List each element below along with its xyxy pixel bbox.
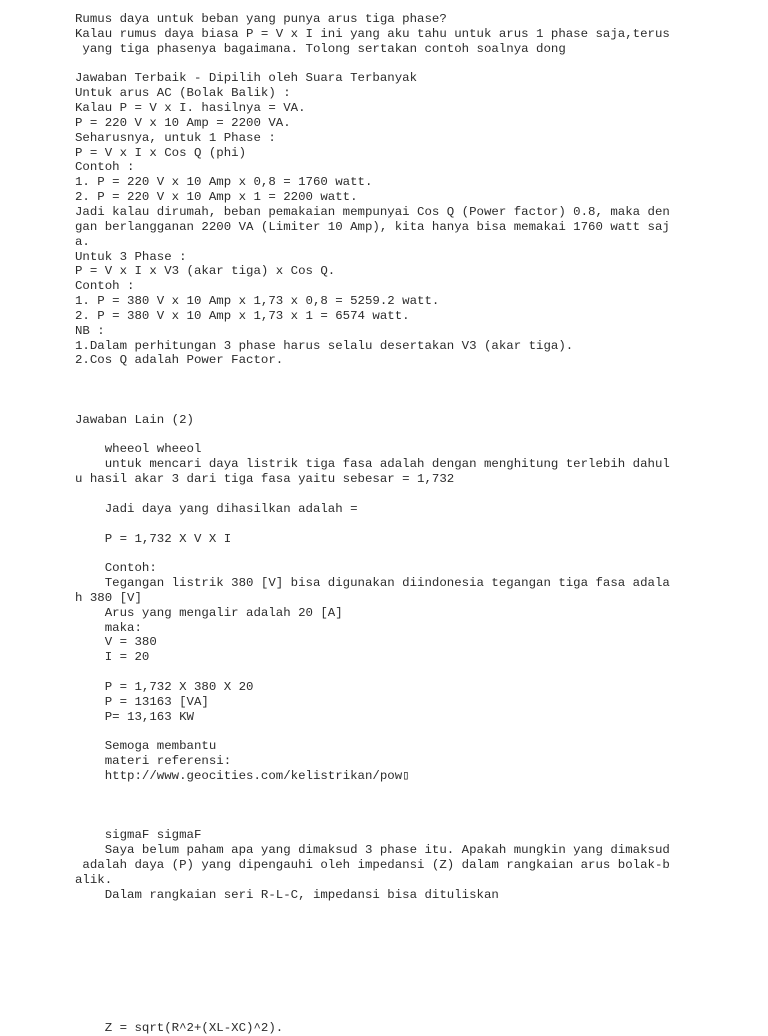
text-line: Contoh : — [75, 279, 135, 294]
text-line: alik. — [75, 872, 113, 887]
text-line: P = 1,732 X 380 X 20 — [75, 679, 254, 694]
text-line: 1. P = 380 V x 10 Amp x 1,73 x 0,8 = 5259.2 watt. — [75, 294, 440, 309]
text-line: materi referensi: — [75, 754, 232, 769]
text-line: Jadi daya yang dihasilkan adalah = — [75, 501, 358, 516]
text-line: Jawaban Terbaik - Dipilih oleh Suara Terbanyak — [75, 71, 418, 86]
text-line: sigmaF sigmaF — [75, 828, 202, 843]
text-line: adalah daya (P) yang dipengauhi oleh impedansi (Z) dalam rangkaian arus bolak-b — [75, 858, 670, 873]
text-line: gan berlangganan 2200 VA (Limiter 10 Amp), kita hanya bisa memakai 1760 watt saj — [75, 219, 670, 234]
blank-line — [75, 903, 755, 918]
blank-line — [75, 546, 755, 561]
blank-line — [75, 665, 755, 680]
blank-line — [75, 784, 755, 799]
text-line: 1.Dalam perhitungan 3 phase harus selalu desertakan V3 (akar tiga). — [75, 338, 574, 353]
text-line: 1. P = 220 V x 10 Amp x 0,8 = 1760 watt. — [75, 175, 373, 190]
text-line: NB : — [75, 323, 105, 338]
text-line: Jawaban Lain (2) — [75, 412, 194, 427]
document-text — [75, 12, 755, 1036]
blank-line — [75, 932, 755, 947]
text-line: Jadi kalau dirumah, beban pemakaian mempunyai Cos Q (Power factor) 0.8, maka den — [75, 204, 670, 219]
text-line: P = 220 V x 10 Amp = 2200 VA. — [75, 115, 291, 130]
text-line: u hasil akar 3 dari tiga fasa yaitu sebesar = 1,732 — [75, 472, 455, 487]
blank-line — [75, 977, 755, 992]
text-line: Untuk arus AC (Bolak Balik) : — [75, 86, 291, 101]
text-line: maka: — [75, 620, 142, 635]
blank-line — [75, 1007, 755, 1022]
text-line: Kalau P = V x I. hasilnya = VA. — [75, 101, 306, 116]
text-line: yang tiga phasenya bagaimana. Tolong sertakan contoh soalnya dong — [75, 41, 566, 56]
text-line: Kalau rumus daya biasa P = V x I ini yang aku tahu untuk arus 1 phase saja,terus — [75, 26, 670, 41]
blank-line — [75, 799, 755, 814]
text-line: 2.Cos Q adalah Power Factor. — [75, 353, 284, 368]
blank-line — [75, 725, 755, 740]
text-line: P = 13163 [VA] — [75, 694, 209, 709]
text-line: Seharusnya, untuk 1 Phase : — [75, 130, 276, 145]
text-line: I = 20 — [75, 650, 150, 665]
text-line: V = 380 — [75, 635, 157, 650]
blank-line — [75, 992, 755, 1007]
blank-line — [75, 962, 755, 977]
text-line: 2. P = 380 V x 10 Amp x 1,73 x 1 = 6574 watt. — [75, 308, 410, 323]
text-line: P = 1,732 X V X I — [75, 531, 232, 546]
blank-line — [75, 383, 755, 398]
blank-line — [75, 428, 755, 443]
blank-line — [75, 57, 755, 72]
text-line: Tegangan listrik 380 [V] bisa digunakan diindonesia tegangan tiga fasa adala — [75, 576, 670, 591]
blank-line — [75, 517, 755, 532]
text-line: P = V x I x V3 (akar tiga) x Cos Q. — [75, 264, 336, 279]
text-line: wheeol wheeol — [75, 442, 202, 457]
blank-line — [75, 917, 755, 932]
blank-line — [75, 814, 755, 829]
text-line: Semoga membantu — [75, 739, 217, 754]
blank-line — [75, 398, 755, 413]
text-line: Contoh: — [75, 561, 157, 576]
text-line: Untuk 3 Phase : — [75, 249, 187, 264]
text-line: a. — [75, 234, 90, 249]
blank-line — [75, 368, 755, 383]
text-line: 2. P = 220 V x 10 Amp x 1 = 2200 watt. — [75, 190, 358, 205]
text-line: Arus yang mengalir adalah 20 [A] — [75, 605, 343, 620]
text-line: Contoh : — [75, 160, 135, 175]
text-line: h 380 [V] — [75, 590, 142, 605]
text-line: P = V x I x Cos Q (phi) — [75, 145, 247, 160]
text-line: P= 13,163 KW — [75, 709, 194, 724]
text-line: Z = sqrt(R^2+(XL-XC)^2). — [75, 1021, 284, 1036]
text-line: untuk mencari daya listrik tiga fasa adalah dengan menghitung terlebih dahul — [75, 457, 670, 472]
text-line: Saya belum paham apa yang dimaksud 3 phase itu. Apakah mungkin yang dimaksud — [75, 843, 670, 858]
text-line: http://www.geocities.com/kelistrikan/pow▯ — [75, 769, 410, 784]
blank-line — [75, 487, 755, 502]
blank-line — [75, 947, 755, 962]
text-line: Rumus daya untuk beban yang punya arus tiga phase? — [75, 12, 447, 26]
text-line: Dalam rangkaian seri R-L-C, impedansi bisa dituliskan — [75, 887, 499, 902]
